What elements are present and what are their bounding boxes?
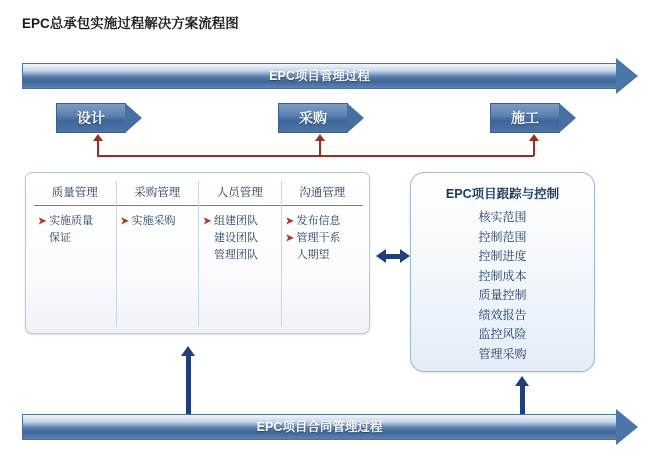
column-items: [282, 206, 364, 264]
banner-epc-management-process: [22, 63, 637, 89]
list-item: 管理采购: [478, 346, 527, 361]
list-item: 质量控制: [478, 288, 527, 302]
list-item: 绩效报告: [478, 307, 527, 322]
list-item: 控制范围: [478, 229, 527, 244]
bullet-icon: ➤: [120, 216, 129, 227]
red-arrow-procurement: [315, 134, 325, 141]
column-items: [117, 206, 199, 230]
list-item: [203, 230, 279, 247]
phase-chevron-construction[interactable]: [490, 103, 576, 133]
phase-label: 施工: [511, 110, 539, 126]
red-arrow-design: [93, 134, 103, 141]
tracking-control-panel: [410, 172, 595, 372]
banner-epc-contract-process: [22, 414, 637, 440]
process-column-communication: [282, 181, 364, 327]
list-item: [286, 213, 362, 230]
phase-label: 设计: [77, 110, 105, 126]
connector-arrow-right: [400, 249, 410, 263]
chevron-point: [125, 103, 142, 133]
banner-arrowhead: [616, 58, 638, 94]
banner-label: EPC项目管理过程: [269, 69, 370, 83]
process-column-personnel: [199, 181, 282, 327]
red-arrow-construction: [529, 134, 539, 141]
panel-title: EPC项目跟踪与控制: [445, 187, 560, 201]
panel-items: [411, 208, 594, 364]
connector-arrow-up-left: [181, 346, 195, 356]
column-header: 沟通管理: [282, 181, 364, 206]
chevron-point: [559, 103, 576, 133]
page-title: EPC总承包实施过程解决方案流程图: [22, 16, 239, 31]
list-item-label: 管理干系: [296, 232, 341, 244]
list-item: 控制成本: [478, 268, 527, 283]
connector-vertical-right: [520, 385, 525, 415]
list-item-label: 管理团队: [214, 249, 258, 261]
process-management-box: [25, 172, 370, 334]
phase-chevron-design[interactable]: [56, 103, 142, 133]
process-column-quality: [34, 181, 117, 327]
red-connector-riser-left: [97, 140, 99, 156]
column-header: 采购管理: [117, 181, 199, 206]
connector-arrow-up-right: [515, 376, 529, 386]
column-header: 质量管理: [34, 181, 116, 206]
red-connector-riser-right: [533, 140, 535, 156]
bullet-icon: ➤: [285, 216, 294, 227]
column-items: [34, 206, 116, 247]
phase-label: 采购: [299, 110, 327, 126]
list-item: 控制进度: [478, 249, 527, 263]
list-item-label: 发布信息: [296, 215, 341, 227]
list-item: [286, 230, 362, 247]
list-item: 监控风险: [478, 327, 527, 341]
list-item-label: 保证: [49, 232, 71, 244]
process-columns: [34, 181, 363, 327]
list-item-label: 实施质量: [49, 215, 93, 227]
list-item: [203, 213, 279, 230]
list-item: [38, 230, 114, 247]
list-item: [286, 247, 362, 264]
column-header: 人员管理: [199, 181, 281, 206]
banner-label: EPC项目合同管理过程: [256, 420, 383, 434]
list-item-label: 建设团队: [214, 232, 258, 244]
red-connector-horizontal: [97, 155, 534, 157]
list-item-label: 组建团队: [214, 215, 258, 227]
bullet-icon: ➤: [285, 233, 294, 244]
banner-arrowhead: [616, 409, 638, 445]
red-connector-riser-mid: [319, 140, 321, 156]
connector-horizontal-mid: [385, 254, 401, 259]
list-item: [38, 213, 114, 230]
bullet-icon: ➤: [203, 216, 212, 227]
column-items: [199, 206, 281, 264]
list-item-label: 人期望: [296, 249, 330, 261]
list-item: [203, 247, 279, 264]
phase-chevron-procurement[interactable]: [278, 103, 364, 133]
process-column-procurement: [117, 181, 200, 327]
list-item: [121, 213, 197, 230]
chevron-point: [347, 103, 364, 133]
list-item-label: 实施采购: [131, 215, 176, 227]
list-item: 核实范围: [478, 210, 527, 224]
connector-vertical-left: [186, 355, 191, 415]
bullet-icon: ➤: [38, 216, 47, 227]
